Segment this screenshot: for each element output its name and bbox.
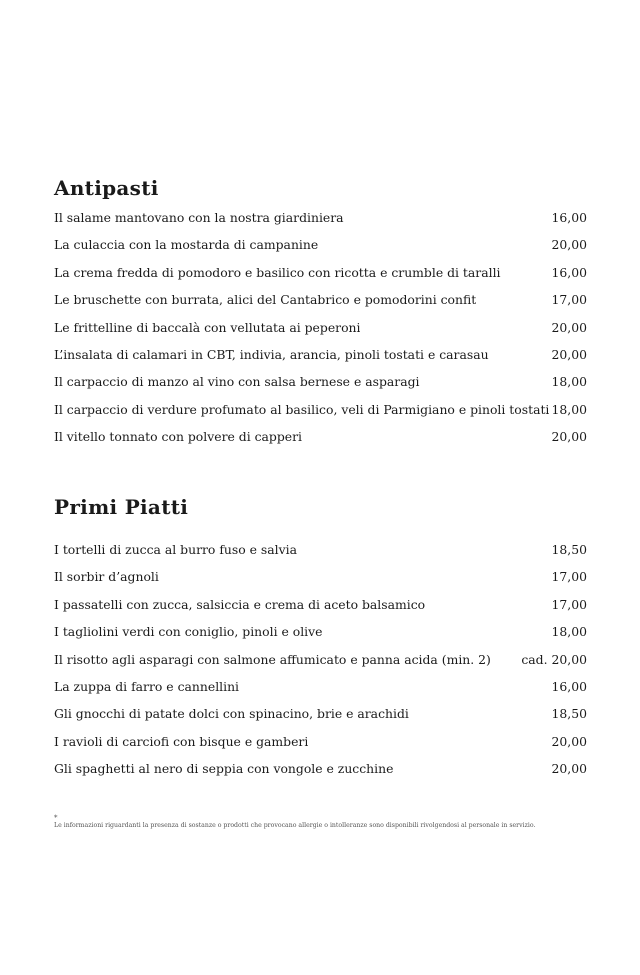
- menu-item: [54, 368, 587, 395]
- menu-item-price-group: [552, 673, 587, 700]
- menu-item-price-group: [552, 591, 587, 618]
- menu-item: [54, 700, 587, 727]
- menu-item-name: Il carpaccio di verdure profumato al basilico, veli di Parmigiano e pinoli tostati: [54, 401, 550, 417]
- menu-item: [54, 536, 587, 563]
- menu-item-price: 20,00: [551, 761, 587, 777]
- menu-item-name: La zuppa di farro e cannellini: [54, 678, 240, 694]
- menu-item-price: 20,00: [551, 237, 587, 253]
- menu-item-name: Gli spaghetti al nero di seppia con vongole e zucchine: [54, 761, 394, 777]
- menu-item-price-group: [552, 728, 587, 755]
- menu-item-name: I passatelli con zucca, salsiccia e crema di aceto balsamico: [54, 596, 426, 612]
- menu-item: [54, 286, 587, 313]
- menu-item-name: Il carpaccio di manzo al vino con salsa bernese e asparagi: [54, 374, 420, 390]
- menu-item-price-group: [552, 368, 587, 395]
- menu-item-price: 17,00: [551, 596, 587, 612]
- menu-item: [54, 423, 587, 450]
- footnote-marker: *: [54, 814, 58, 822]
- menu-item-price: 20,00: [551, 346, 587, 362]
- menu-item-price: 18,00: [551, 624, 587, 640]
- menu-item: [54, 231, 587, 258]
- menu-item: [54, 755, 587, 782]
- menu-item-price: 18,50: [551, 542, 587, 557]
- menu-item: [54, 341, 587, 368]
- menu-item-price-group: [552, 563, 587, 590]
- antipasti-list: [54, 204, 587, 451]
- menu-item-name: Il sorbir d’agnoli: [54, 569, 159, 585]
- menu-item-name: I ravioli di carciofi con bisque e gamberi: [54, 733, 309, 749]
- menu-item: [54, 259, 587, 286]
- menu-item-price-group: [552, 700, 587, 727]
- menu-item-price: 17,00: [551, 569, 587, 585]
- antipasti-section: [54, 175, 587, 451]
- menu-item: [54, 646, 587, 673]
- menu-item-name: Il vitello tonnato con polvere di capperi: [54, 429, 303, 445]
- menu-item: [54, 204, 587, 231]
- menu-item: [54, 618, 587, 645]
- menu-item: [54, 563, 587, 590]
- menu-item-price-group: [521, 646, 587, 673]
- menu-item-price: 16,00: [551, 210, 587, 225]
- allergen-note-text: Le informazioni riguardanti la presenza di sostanze o prodotti che provocano allergie o intolleranze sono disponibili rivolgendosi al personale in servizio.: [54, 822, 536, 829]
- menu-item-price: 20,00: [551, 319, 587, 335]
- menu-item-price: 18,00: [551, 374, 587, 390]
- menu-item-name: Il salame mantovano con la nostra giardiniera: [54, 210, 344, 225]
- menu-item-price: 16,00: [551, 264, 587, 280]
- menu-item-price-group: [552, 755, 587, 782]
- menu-item-price-group: [552, 396, 587, 423]
- menu-item-price: 20,00: [551, 651, 587, 667]
- menu-item-price-group: [552, 204, 587, 231]
- menu-item-price-group: [552, 536, 587, 563]
- menu-item-name: La crema fredda di pomodoro e basilico con ricotta e crumble di taralli: [54, 264, 501, 280]
- price-prefix: cad.: [521, 651, 548, 667]
- menu-item-name: Le frittelline di baccalà con vellutata ai peperoni: [54, 319, 361, 335]
- menu-item: [54, 396, 587, 423]
- menu-item-price-group: [552, 341, 587, 368]
- menu-item-name: I tagliolini verdi con coniglio, pinoli e olive: [54, 624, 323, 640]
- menu-item: [54, 673, 587, 700]
- menu-item-price-group: [552, 259, 587, 286]
- menu-item-name: Il risotto agli asparagi con salmone affumicato e panna acida (min. 2): [54, 651, 491, 667]
- menu-item-name: L’insalata di calamari in CBT, indivia, arancia, pinoli tostati e carasau: [54, 346, 489, 362]
- section-title-primi: Primi Piatti: [54, 495, 189, 519]
- menu-item-name: Gli gnocchi di patate dolci con spinacino, brie e arachidi: [54, 706, 409, 722]
- menu-item-price: 18,00: [551, 401, 587, 417]
- menu-item: [54, 728, 587, 755]
- menu-item-name: I tortelli di zucca al burro fuso e salvia: [54, 542, 297, 557]
- menu-item-price: 20,00: [551, 733, 587, 749]
- menu-item-name: La culaccia con la mostarda di campanine: [54, 237, 319, 253]
- menu-item-price: 20,00: [551, 429, 587, 445]
- menu-item-price-group: [552, 423, 587, 450]
- primi-list: [54, 536, 587, 783]
- menu-item-price-group: [552, 314, 587, 341]
- menu-item: [54, 314, 587, 341]
- menu-item-price: 18,50: [551, 706, 587, 722]
- section-title-antipasti: Antipasti: [54, 176, 159, 200]
- menu-item-price-group: [552, 618, 587, 645]
- menu-item-price: 17,00: [551, 292, 587, 308]
- menu-item-price-group: [552, 231, 587, 258]
- menu-item: [54, 591, 587, 618]
- menu-item-name: Le bruschette con burrata, alici del Cantabrico e pomodorini confit: [54, 292, 477, 308]
- menu-item-price: 16,00: [551, 678, 587, 694]
- menu-item-price-group: [552, 286, 587, 313]
- allergen-note: [54, 815, 594, 830]
- primi-section: [54, 494, 587, 783]
